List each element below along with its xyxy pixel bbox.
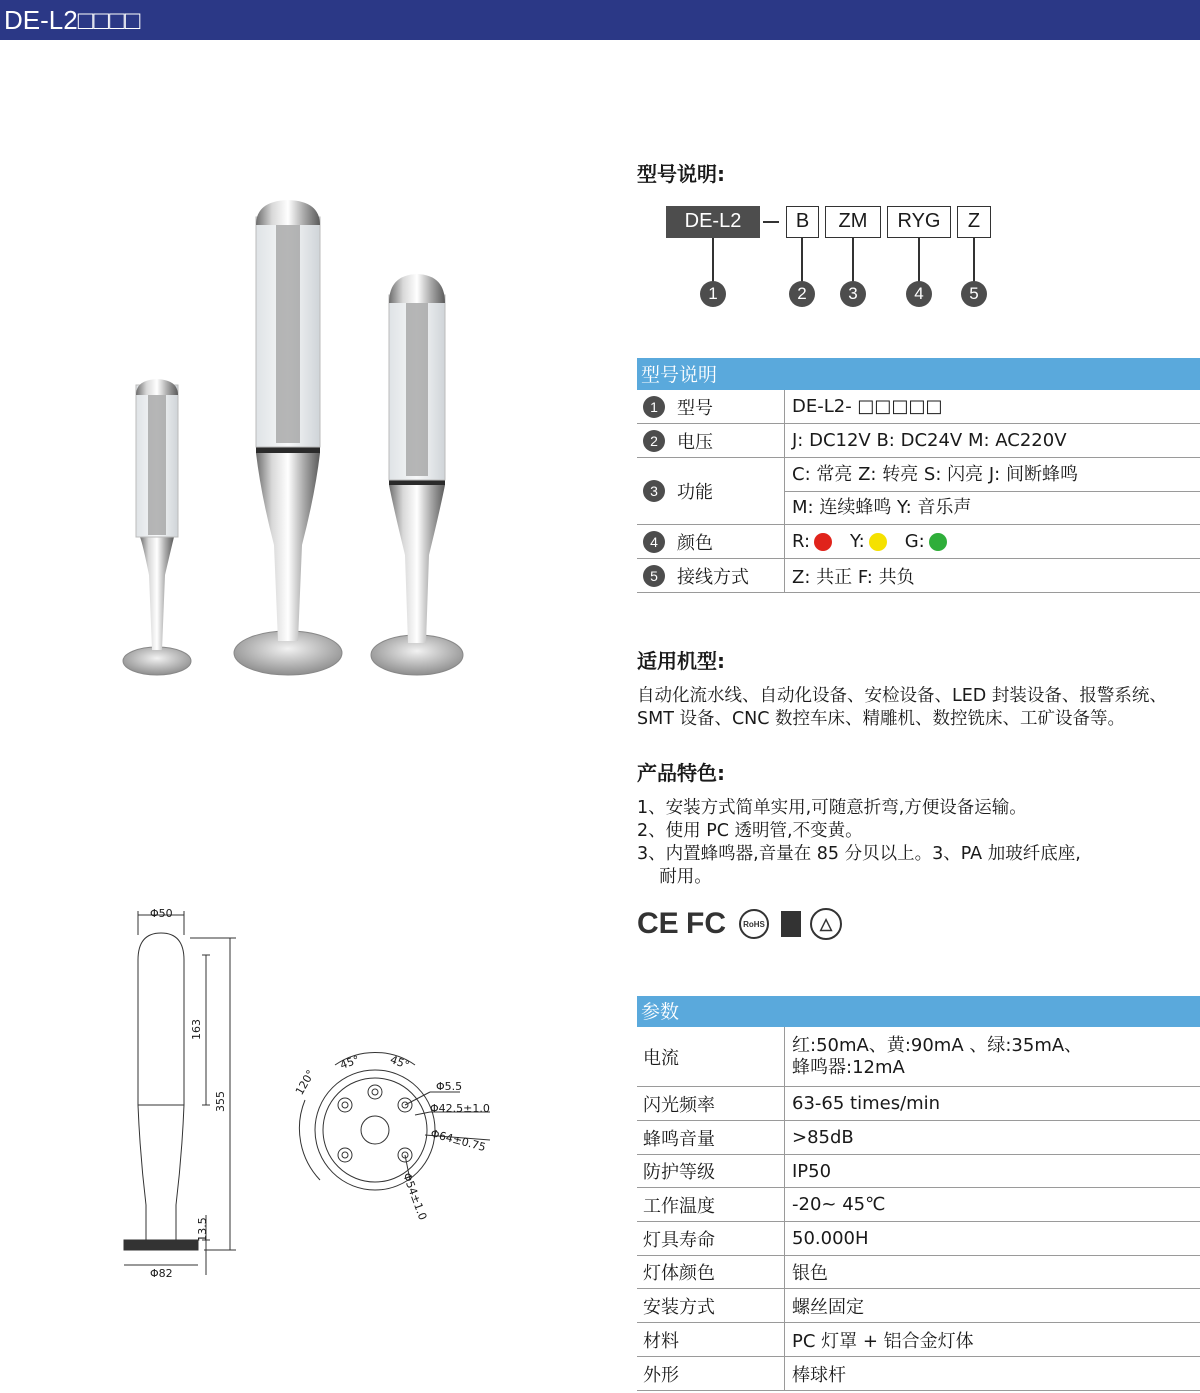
param-key: 电流 bbox=[637, 1027, 785, 1086]
param-key: 材料 bbox=[637, 1323, 785, 1356]
param-key: 蜂鸣音量 bbox=[637, 1121, 785, 1154]
params-row bbox=[637, 1087, 1200, 1121]
model-table-header: 型号说明 bbox=[637, 358, 1200, 390]
param-value: 棒球杆 bbox=[792, 1364, 846, 1386]
quality-mark-icon bbox=[780, 908, 802, 940]
row-value: J: DC12V B: DC24V M: AC220V bbox=[792, 430, 1067, 451]
row-key: 颜色 bbox=[677, 532, 713, 554]
inner-label: Φ54±1.0 bbox=[400, 1171, 430, 1222]
code-number-4: 4 bbox=[906, 281, 932, 307]
code-line-1 bbox=[712, 238, 714, 283]
lamp-medium bbox=[371, 274, 463, 675]
params-table-header: 参数 bbox=[637, 996, 1200, 1027]
param-key: 闪光频率 bbox=[637, 1087, 785, 1120]
model-section-title: 型号说明: bbox=[637, 162, 725, 186]
code-dash bbox=[763, 221, 779, 223]
angle-45b-label: 45° bbox=[388, 1053, 412, 1072]
row-key: 功能 bbox=[677, 482, 713, 503]
dim-355-label: 355 bbox=[214, 1091, 227, 1112]
model-table-row bbox=[637, 424, 1200, 458]
model-table-row bbox=[637, 559, 1200, 593]
param-value: 63-65 times/min bbox=[792, 1093, 941, 1114]
row-key: 型号 bbox=[677, 397, 713, 419]
dim-163-label: 163 bbox=[190, 1019, 203, 1040]
code-box-3: ZM bbox=[825, 206, 881, 238]
param-key: 灯体颜色 bbox=[637, 1256, 785, 1288]
row-number: 1 bbox=[643, 396, 665, 418]
param-value: 银色 bbox=[792, 1263, 828, 1284]
dimension-drawing-bottom bbox=[290, 1040, 500, 1230]
params-row bbox=[637, 1222, 1200, 1256]
params-row bbox=[637, 1188, 1200, 1222]
dim-135-label: 13.5 bbox=[195, 1217, 209, 1242]
angle-120-label: 120° bbox=[292, 1067, 318, 1098]
lamp-tall bbox=[234, 200, 342, 675]
code-line-4 bbox=[918, 238, 920, 283]
green-dot bbox=[929, 533, 947, 551]
code-number-5: 5 bbox=[961, 281, 987, 307]
ce-mark: CE bbox=[637, 907, 679, 940]
param-key: 安装方式 bbox=[637, 1289, 785, 1322]
row-value: C: 常亮 Z: 转亮 S: 闪亮 J: 间断蜂鸣 M: 连续蜂鸣 Y: 音乐声 bbox=[792, 458, 1200, 524]
param-value: >85dB bbox=[792, 1127, 854, 1148]
triangle-mark-icon: △ bbox=[808, 908, 844, 940]
params-row bbox=[637, 1289, 1200, 1323]
applicable-title: 适用机型: bbox=[637, 649, 725, 673]
param-value: 红:50mA、黄:90mA 、绿:35mA、 蜂鸣器:12mA bbox=[792, 1034, 1083, 1078]
yellow-dot bbox=[869, 533, 887, 551]
params-row bbox=[637, 1256, 1200, 1289]
pcd-label: Φ42.5±1.0 bbox=[430, 1102, 490, 1115]
code-number-3: 3 bbox=[840, 281, 866, 307]
params-row bbox=[637, 1027, 1200, 1087]
row-number: 5 bbox=[643, 565, 665, 587]
code-box-5: Z bbox=[957, 206, 991, 238]
dimension-drawing-side bbox=[110, 905, 250, 1285]
params-row bbox=[637, 1323, 1200, 1357]
param-value: 50.000H bbox=[792, 1228, 869, 1249]
angle-45a-label: 45° bbox=[338, 1053, 362, 1072]
page-title: DE-L2□□□□ bbox=[4, 5, 141, 35]
params-row bbox=[637, 1155, 1200, 1188]
row-number: 4 bbox=[643, 531, 665, 553]
row-value: DE-L2- □□□□□ bbox=[792, 396, 943, 417]
params-row bbox=[637, 1357, 1200, 1391]
dim-bottom-label: Φ82 bbox=[150, 1267, 173, 1280]
dim-top-label: Φ50 bbox=[150, 907, 173, 920]
model-table-row bbox=[637, 525, 1200, 559]
param-value: 螺丝固定 bbox=[792, 1296, 864, 1318]
code-number-2: 2 bbox=[789, 281, 815, 307]
applicable-text: 自动化流水线、自动化设备、安检设备、LED 封装设备、报警系统、 SMT 设备、CNC 数控车床、精雕机、数控铣床、工矿设备等。 bbox=[637, 686, 1167, 729]
row-number: 2 bbox=[643, 430, 665, 452]
code-box-2: B bbox=[786, 206, 819, 238]
lamp-small bbox=[123, 379, 191, 675]
row-key: 电压 bbox=[677, 431, 713, 453]
model-table-row bbox=[637, 458, 1200, 525]
red-dot bbox=[814, 533, 832, 551]
features-text: 1、安装方式简单实用,可随意折弯,方便设备运输。 2、使用 PC 透明管,不变黄。 3、内置蜂鸣器,音量在 85 分贝以上。3、PA 加玻纤底座, 耐用。 bbox=[637, 798, 1081, 887]
params-row bbox=[637, 1121, 1200, 1155]
product-photo bbox=[110, 195, 480, 695]
code-line-5 bbox=[973, 238, 975, 283]
outer-label: Φ64±0.75 bbox=[429, 1126, 488, 1155]
header-bar bbox=[0, 0, 1200, 40]
rohs-mark: RoHS bbox=[738, 908, 770, 940]
param-value: -20~ 45℃ bbox=[792, 1194, 886, 1215]
hole-label: Φ5.5 bbox=[436, 1080, 463, 1093]
fc-mark: FC bbox=[686, 907, 726, 940]
param-key: 外形 bbox=[637, 1357, 785, 1390]
code-box-4: RYG bbox=[887, 206, 951, 238]
param-value: IP50 bbox=[792, 1160, 832, 1182]
code-box-1: DE-L2 bbox=[666, 206, 760, 238]
param-key: 灯具寿命 bbox=[637, 1222, 785, 1255]
param-key: 防护等级 bbox=[637, 1155, 785, 1187]
row-value: Z: 共正 F: 共负 bbox=[792, 566, 915, 588]
param-key: 工作温度 bbox=[637, 1188, 785, 1221]
param-value: PC 灯罩 + 铝合金灯体 bbox=[792, 1330, 974, 1352]
features-title: 产品特色: bbox=[637, 761, 725, 785]
row-divider bbox=[785, 491, 1200, 492]
code-number-1: 1 bbox=[700, 281, 726, 307]
row-key: 接线方式 bbox=[677, 566, 749, 588]
model-table-row bbox=[637, 390, 1200, 424]
color-values: R: Y: G: bbox=[792, 525, 1200, 558]
row-number: 3 bbox=[643, 480, 665, 502]
code-line-3 bbox=[852, 238, 854, 283]
code-line-2 bbox=[801, 238, 803, 283]
